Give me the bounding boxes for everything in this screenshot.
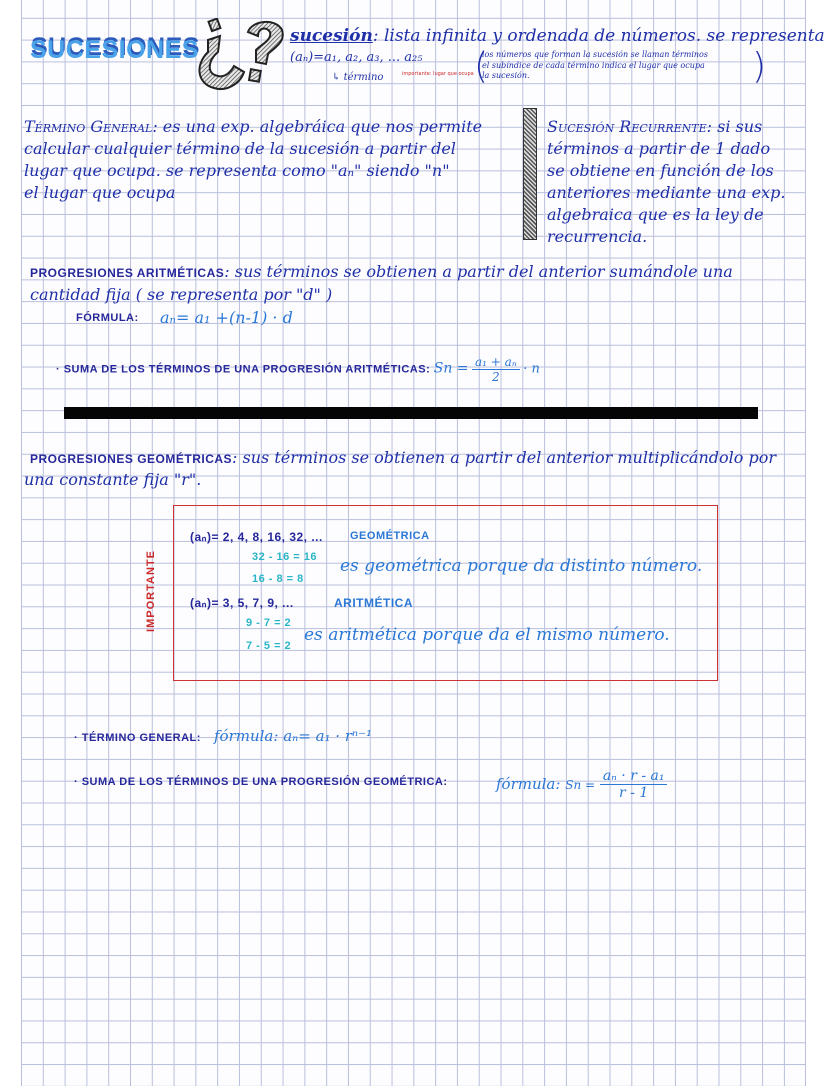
formula-lhs: Sn = [433,360,469,377]
right-paren: ) [752,46,767,87]
aritmeticas-line [30,262,733,281]
formula: aₙ= a₁ · rⁿ⁻¹ [283,727,373,745]
formula-label: FÓRMULA: [76,312,139,324]
definition-text: : lista infinita y ordenada de números. se representa [372,26,825,46]
suma-geometrica-label: · SUMA DE LOS TÉRMINOS DE UNA PROGRESIÓN GEOMÉTRICA: [74,776,448,788]
geo-explanation: es geométrica porque da distinto número. [340,556,703,576]
definition-line [290,26,825,46]
important-label: IMPORTANTE [144,550,157,632]
suma-aritmetica [56,355,540,384]
termino-general-label: Término General [24,117,153,136]
question-marks-icon [196,18,286,93]
arit-calc: 9 - 7 = 2 [246,617,292,629]
text-line: una constante fija "r". [24,470,202,489]
formula-lhs: Sn = [565,778,596,792]
termino-general-geo-label: · TÉRMINO GENERAL: [74,732,201,744]
text-line: el lugar que ocupa [24,183,176,202]
arit-tag: ARITMÉTICA [334,596,413,610]
text-line: se obtiene en función de los [547,161,774,180]
geo-calc: 32 - 16 = 16 [252,551,318,563]
arit-explanation: es aritmética porque da el mismo número. [304,625,670,645]
text-line: anteriores mediante una exp. [547,183,786,202]
aritmeticas-label: PROGRESIONES ARITMÉTICAS [30,266,225,280]
geometricas-line [30,448,776,467]
sucesion-recurrente-block [547,116,785,248]
sucesion-recurrente-label: Sucesión Recurrente [547,117,707,136]
arit-sequence: (aₙ)= 3, 5, 7, 9, ... [190,596,294,610]
vertical-divider [523,108,537,240]
definition-note [482,50,708,82]
text-line: cantidad fija ( se representa por "d" ) [30,285,333,304]
term-label: ↳ término [332,72,384,83]
formula-label: fórmula: [496,775,561,793]
geo-calc: 16 - 8 = 8 [252,573,304,585]
fraction-numerator: a₁ + aₙ [472,355,520,370]
definition-notation: (aₙ)=a₁, a₂, a₃, ... a₂₅ [290,50,423,65]
termino-general-geo-formula [214,727,372,745]
text-line: calcular cualquier término de la sucesión a partir del [24,139,456,158]
suma-aritmetica-label: · SUMA DE LOS TÉRMINOS DE UNA PROGRESIÓN ARITMÉTICAS: [56,363,431,376]
fraction-denominator: 2 [492,370,500,384]
fraction [600,768,668,801]
text-line: términos a partir de 1 dado [547,139,771,158]
fraction-denominator: r - 1 [619,785,649,801]
text-line: lugar que ocupa. se representa como "aₙ" siendo "n" [24,161,450,180]
text-line: algebraica que es la ley de [547,205,764,224]
geo-tag: GEOMÉTRICA [350,530,430,542]
left-paren: ( [474,46,489,87]
text-line: recurrencia. [547,227,648,246]
definition-label: sucesión [290,26,373,46]
geo-sequence: (aₙ)= 2, 4, 8, 16, 32, ... [190,530,323,544]
text-line: : si sus [706,117,763,136]
formula-tail: · n [523,361,540,377]
arit-calc: 7 - 5 = 2 [246,640,292,652]
suma-geometrica-formula [496,768,667,801]
note-line: el subíndice de cada término indica el lugar que ocupa [482,60,705,70]
important-note-small: importante: lugar que ocupa [402,71,474,77]
aritmetica-formula: aₙ= a₁ +(n-1) · d [160,308,293,327]
text-line: : es una exp. algebráica que nos permite [152,117,483,136]
text-line: : sus términos se obtienen a partir del anterior sumándole una [224,262,733,281]
fraction-numerator: aₙ · r - a₁ [600,768,668,785]
text-line: : sus términos se obtienen a partir del anterior multiplicándolo por [232,448,776,467]
term-label-text: término [343,72,384,83]
note-line: los números que forman la sucesión se llaman términos [482,50,708,59]
termino-general-block [24,116,482,204]
fraction [472,355,520,384]
note-line: la sucesión. [482,71,530,80]
page-title: SUCESIONES [30,36,199,64]
formula-label: fórmula: [214,727,279,745]
horizontal-divider [64,407,758,419]
geometricas-label: PROGRESIONES GEOMÉTRICAS [30,452,233,466]
